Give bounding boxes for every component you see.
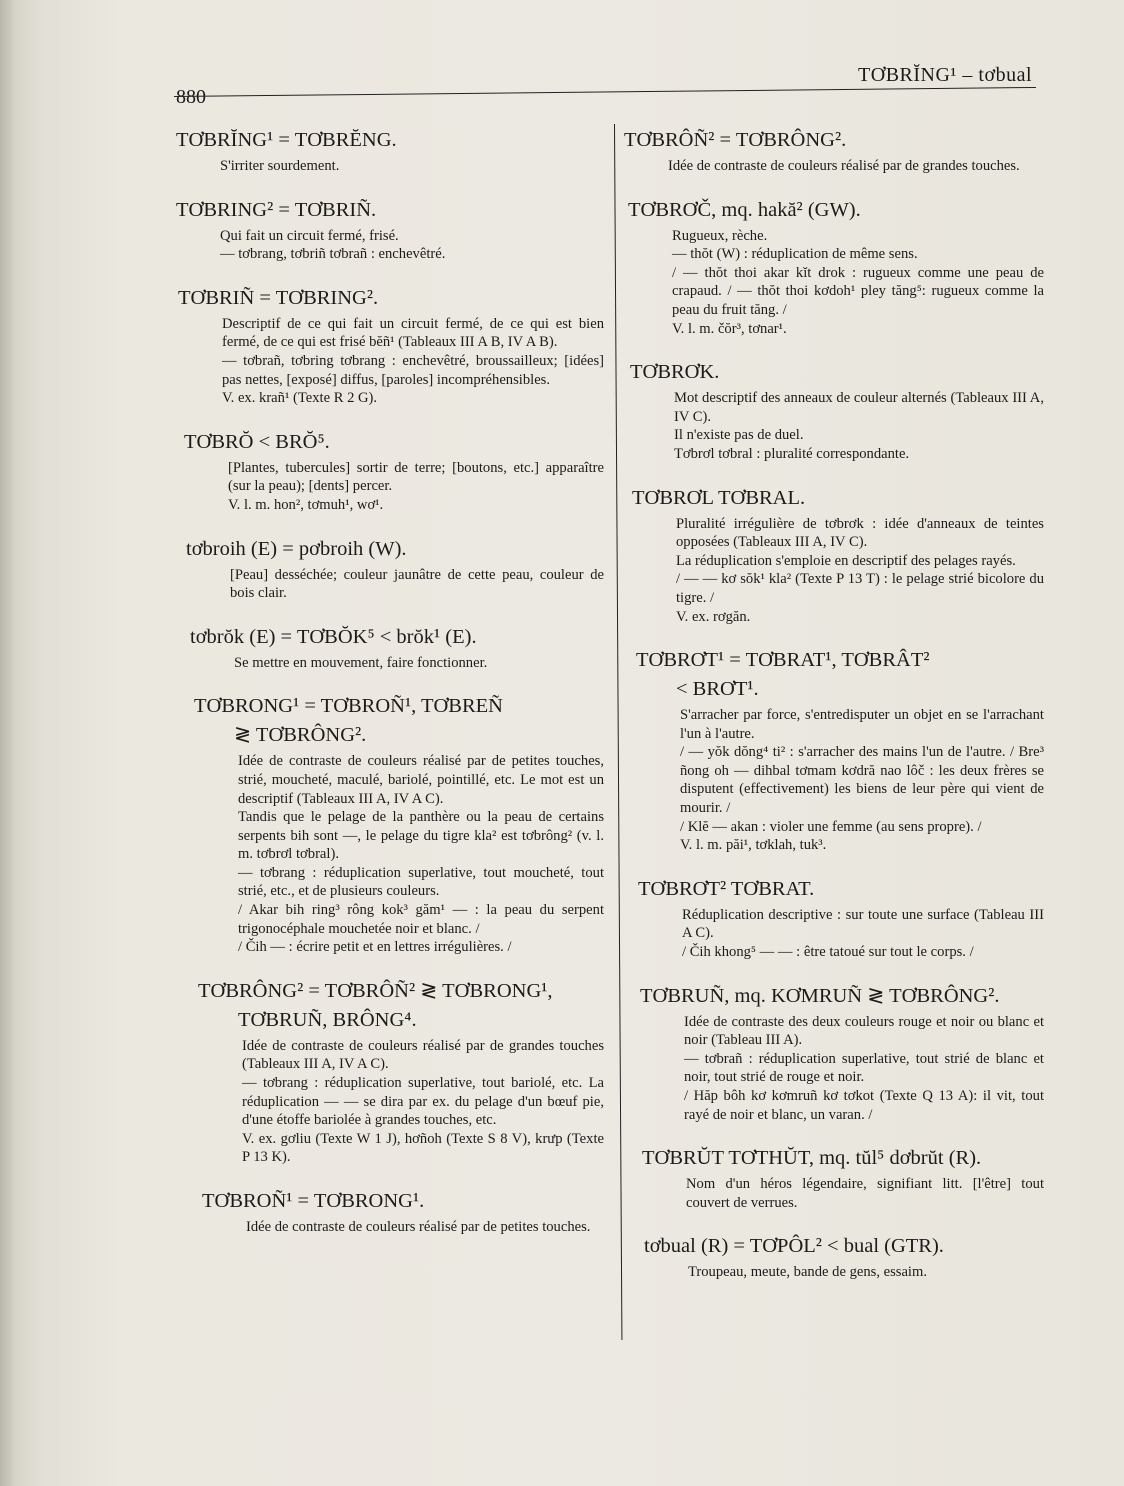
definition: [222, 315, 604, 408]
entry: [202, 1189, 604, 1237]
definition: [668, 157, 1044, 176]
definition: [684, 1013, 1044, 1125]
definition-line: V. ex. gơliu (Texte W 1 J), hơñoh (Texte S 8 V), krưp (Texte P 13 K).: [242, 1130, 604, 1166]
headword: tơbual (R) = TƠPÔL² < bual (GTR).: [644, 1235, 944, 1258]
headword-continuation: ≷ TƠBRÔNG².: [234, 724, 367, 747]
definition: [674, 389, 1044, 463]
definition-line: Qui fait un circuit fermé, frisé.: [220, 227, 399, 244]
headword: tơbroih (E) = pơbroih (W).: [186, 537, 407, 560]
definition: [234, 654, 604, 673]
definition: [220, 227, 604, 264]
headword: TƠBRƠT¹ = TƠBRAT¹, TƠBRÂT²: [636, 649, 930, 672]
definition-line: / Klĕ — akan : violer une femme (au sens propre). /: [680, 818, 982, 835]
header-rule: [174, 87, 1036, 97]
definition-line: / — yŏk dŏng⁴ ti² : s'arracher des mains l'un de l'autre. / Bre³ ñong oh — dihbal tơmam kơdră nao lôč : les deux frères se disputent (effectivement) les biens de leur père qui vient de mourir. /: [680, 744, 1044, 817]
definition-line: Nom d'un héros légendaire, signifiant litt. [l'être] tout couvert de verrues.: [686, 1176, 1044, 1211]
definition: [672, 227, 1044, 339]
definition-line: V. l. m. hon², tơmuh¹, wơ¹.: [228, 496, 384, 513]
definition-line: Il n'existe pas de duel.: [674, 427, 804, 444]
headword: TƠBRŬT TƠTHŬT, mq. tŭl⁵ dơbrŭt (R).: [642, 1147, 982, 1170]
definition-line: Troupeau, meute, bande de gens, essaim.: [688, 1264, 927, 1281]
definition-line: — tơbrang, tơbriñ tơbrañ : enchevêtré.: [220, 246, 446, 263]
entry: [198, 979, 604, 1167]
definition-line: — thŏt (W) : réduplication de même sens.: [672, 246, 918, 263]
headword: TƠBRONG¹ = TƠBROÑ¹, TƠBREÑ: [194, 695, 503, 718]
definition-line: [Plantes, tubercules] sortir de terre; [boutons, etc.] apparaître (sur la peau); [dents] percer.: [228, 459, 604, 495]
definition-line: Rugueux, rèche.: [672, 227, 768, 244]
definition-line: Tandis que le pelage de la panthère ou la peau de certains serpents bih sont —, le pelage du tigre kla² est tơbrông² (v. l. m. tơbrơl tơbral).: [238, 809, 604, 863]
definition-line: V. ex. krañ¹ (Texte R 2 G).: [222, 390, 378, 407]
definition-line: / — — kơ sŏk¹ kla² (Texte P 13 T) : le pelage strié bicolore du tigre. /: [676, 571, 1044, 606]
definition-line: Idée de contraste de couleurs réalisé par de petites touches, strié, moucheté, maculé, bariolé, pointillé, etc. Le mot est un descriptif (Tableaux III A, IV A C).: [238, 753, 604, 807]
definition-line: Idée de contraste de couleurs réalisé par de petites touches.: [246, 1219, 591, 1235]
headword: TƠBRƠT² TƠBRAT.: [638, 877, 815, 900]
definition-line: / Čih khong⁵ — — : être tatoué sur tout le corps. /: [682, 944, 974, 961]
headword: TƠBRƠL TƠBRAL.: [632, 486, 806, 509]
entry: [624, 128, 1044, 176]
book-spine: [0, 0, 14, 1486]
entry: [628, 198, 1044, 339]
headword-continuation: < BRƠT¹.: [676, 678, 759, 701]
entry: [632, 486, 1044, 627]
definition: [676, 515, 1044, 627]
running-head: TƠBRĬNG¹ – tơbual: [858, 64, 1032, 86]
entry: [184, 430, 604, 515]
definition-line: — tơbrañ, tơbring tơbrang : enchevêtré, broussailleux; [idées] pas nettes, [exposé] diffus, [paroles] incompréhensibles.: [222, 352, 604, 388]
definition-line: Idée de contraste de couleurs réalisé par de grandes touches (Tableaux III A, IV A C).: [242, 1037, 604, 1073]
definition-line: / Hăp bôh kơ kơmruñ kơ tơkot (Texte Q 13 A): il vit, tout rayé de noir et blanc, un varan. /: [684, 1088, 1044, 1123]
left-column: [172, 128, 604, 1259]
definition-line: S'arracher par force, s'entredisputer un objet en se l'arrachant l'un à l'autre.: [680, 707, 1044, 742]
definition-line: Pluralité irrégulière de tơbrơk : idée d'anneaux de teintes opposées (Tableaux III A, IV C).: [676, 515, 1044, 551]
definition-line: Descriptif de ce qui fait un circuit fermé, de ce qui est bien fermé, de ce qui est frisé bĕñ¹ (Tableaux III A B, IV A B).: [222, 315, 604, 351]
entry: [644, 1234, 1044, 1282]
definition: [238, 752, 604, 957]
entry: [176, 128, 604, 176]
definition-line: V. l. m. čŏr³, tơnar¹.: [672, 320, 787, 337]
headword: TƠBRƠČ, mq. hakă² (GW).: [628, 198, 861, 221]
headword: TƠBRŎ < BRŎ⁵.: [184, 430, 330, 453]
definition-line: Idée de contraste des deux couleurs rouge et noir ou blanc et noir (Tableau III A).: [684, 1013, 1044, 1049]
headword: TƠBRÔNG² = TƠBRÔÑ² ≷ TƠBRONG¹,: [198, 979, 553, 1002]
definition-line: Mot descriptif des anneaux de couleur alternés (Tableaux III A, IV C).: [674, 390, 1044, 425]
entry: [636, 648, 1044, 855]
definition: [686, 1175, 1044, 1212]
entry: [178, 286, 604, 408]
definition-line: Réduplication descriptive : sur toute une surface (Tableau III A C).: [682, 906, 1044, 942]
page-number: 880: [176, 86, 206, 108]
definition: [688, 1263, 1044, 1282]
entry: [640, 984, 1044, 1125]
definition-line: / Akar bih ring³ rông kok³ găm¹ — : la peau du serpent trigonocéphale mouchetée noir et blanc. /: [238, 902, 604, 937]
definition: [242, 1037, 604, 1167]
headword: TƠBROÑ¹ = TƠBRONG¹.: [202, 1190, 425, 1212]
entry: [638, 877, 1044, 962]
entry: [630, 360, 1044, 463]
definition-line: V. l. m. păi¹, tơklah, tuk³.: [680, 837, 827, 854]
definition: [230, 566, 604, 603]
definition: [682, 906, 1044, 962]
headword: TƠBRUÑ, mq. KƠMRUÑ ≷ TƠBRÔNG².: [640, 984, 1000, 1007]
definition: [228, 459, 604, 515]
definition-line: / Čih — : écrire petit et en lettres irrégulières. /: [238, 939, 512, 956]
headword: tơbrŏk (E) = TƠBŎK⁵ < brŏk¹ (E).: [190, 625, 477, 648]
headword: TƠBRĬNG¹ = TƠBRĔNG.: [176, 129, 397, 151]
entry: [190, 625, 604, 673]
definition: [680, 706, 1044, 855]
entry: [186, 537, 604, 603]
definition-line: — tơbrang : réduplication superlative, tout bariolé, etc. La réduplication — — se dira par ex. du pelage d'un bœuf pie, d'une étoffe bariolée à grandes touches, etc.: [242, 1075, 604, 1129]
definition: [220, 157, 604, 176]
headword: TƠBRIÑ = TƠBRING².: [178, 286, 379, 309]
definition: [246, 1218, 604, 1237]
headword-continuation: TƠBRUÑ, BRÔNG⁴.: [238, 1008, 417, 1031]
entry: [194, 694, 604, 957]
headword: TƠBRƠK.: [630, 361, 720, 384]
column-rule: [614, 124, 622, 1340]
definition-line: / — thŏt thoi akar kĭt drok : rugueux comme une peau de crapaud. / — thŏt thoi kơdoh¹ pley tăng⁵: rugueux comme la peau du fruit tăng. /: [672, 264, 1044, 318]
definition-line: Tơbrơl tơbral : pluralité correspondante.: [674, 445, 910, 462]
headword: TƠBRING² = TƠBRIÑ.: [176, 198, 377, 221]
entry: [176, 198, 604, 264]
definition-line: — tơbrang : réduplication superlative, tout moucheté, tout strié, etc., et de plusieurs couleurs.: [238, 864, 604, 900]
definition-line: La réduplication s'emploie en descriptif des pelages rayés.: [676, 552, 1016, 569]
definition-line: [Peau] desséchée; couleur jaunâtre de cette peau, couleur de bois clair.: [230, 566, 604, 602]
definition-line: Idée de contraste de couleurs réalisé par de grandes touches.: [668, 158, 1020, 174]
definition-line: V. ex. rơgăn.: [676, 608, 751, 625]
definition-line: — tơbrañ : réduplication superlative, tout strié de blanc et noir, tout strié de rouge et noir.: [684, 1050, 1044, 1086]
definition-line: S'irriter sourdement.: [220, 158, 340, 174]
entry: [642, 1146, 1044, 1212]
definition-line: Se mettre en mouvement, faire fonctionner.: [234, 654, 488, 671]
headword: TƠBRÔÑ² = TƠBRÔNG².: [624, 129, 847, 151]
right-column: [624, 128, 1044, 1304]
